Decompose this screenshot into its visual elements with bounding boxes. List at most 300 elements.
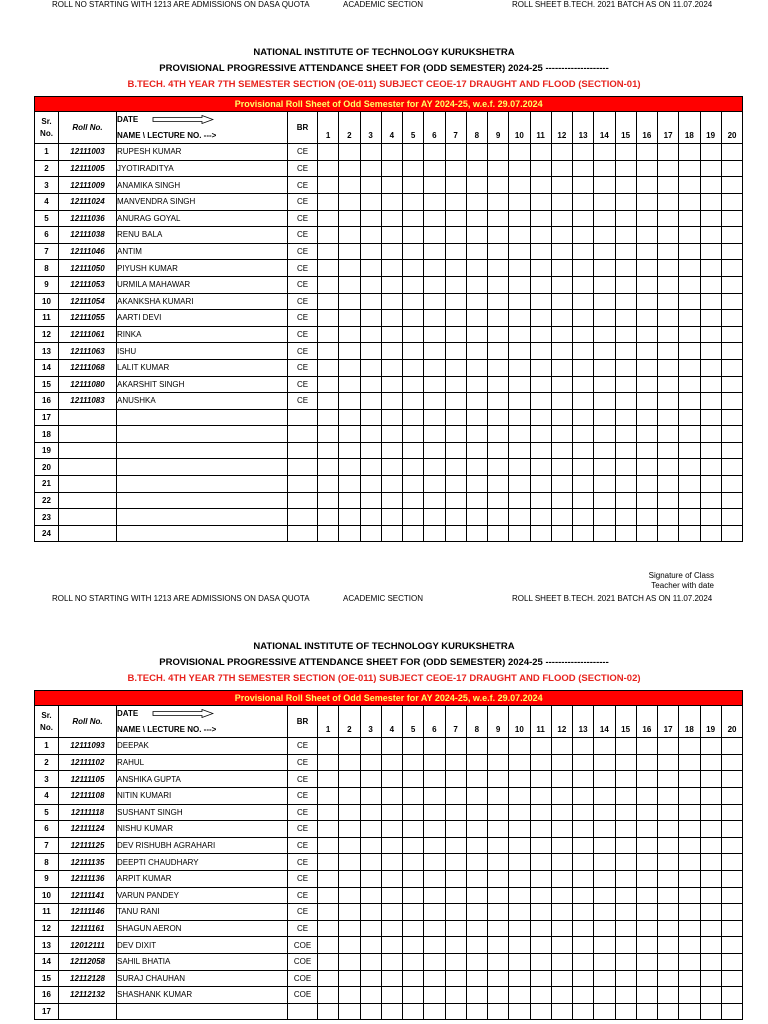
attendance-cell[interactable]	[721, 837, 743, 854]
attendance-cell[interactable]	[381, 426, 402, 443]
attendance-cell[interactable]	[594, 854, 615, 871]
attendance-cell[interactable]	[551, 343, 572, 360]
attendance-cell[interactable]	[445, 326, 466, 343]
attendance-cell[interactable]	[551, 326, 572, 343]
attendance-cell[interactable]	[636, 1003, 657, 1020]
attendance-cell[interactable]	[318, 160, 339, 177]
attendance-cell[interactable]	[700, 771, 721, 788]
attendance-cell[interactable]	[403, 771, 424, 788]
attendance-cell[interactable]	[700, 987, 721, 1004]
attendance-cell[interactable]	[445, 177, 466, 194]
attendance-cell[interactable]	[381, 1003, 402, 1020]
attendance-cell[interactable]	[700, 442, 721, 459]
attendance-cell[interactable]	[551, 442, 572, 459]
attendance-cell[interactable]	[445, 243, 466, 260]
attendance-cell[interactable]	[721, 459, 743, 476]
attendance-cell[interactable]	[360, 160, 381, 177]
attendance-cell[interactable]	[721, 310, 743, 327]
attendance-cell[interactable]	[339, 343, 360, 360]
attendance-cell[interactable]	[615, 343, 636, 360]
attendance-cell[interactable]	[700, 227, 721, 244]
attendance-cell[interactable]	[339, 376, 360, 393]
attendance-cell[interactable]	[615, 953, 636, 970]
attendance-cell[interactable]	[339, 144, 360, 161]
attendance-cell[interactable]	[594, 260, 615, 277]
attendance-cell[interactable]	[551, 970, 572, 987]
attendance-cell[interactable]	[488, 525, 509, 542]
attendance-cell[interactable]	[509, 870, 530, 887]
attendance-cell[interactable]	[403, 953, 424, 970]
attendance-cell[interactable]	[551, 937, 572, 954]
attendance-cell[interactable]	[658, 359, 679, 376]
attendance-cell[interactable]	[318, 376, 339, 393]
attendance-cell[interactable]	[573, 1003, 594, 1020]
attendance-cell[interactable]	[360, 193, 381, 210]
attendance-cell[interactable]	[424, 426, 445, 443]
attendance-cell[interactable]	[594, 459, 615, 476]
attendance-cell[interactable]	[679, 376, 700, 393]
attendance-cell[interactable]	[339, 738, 360, 755]
attendance-cell[interactable]	[530, 459, 551, 476]
attendance-cell[interactable]	[318, 804, 339, 821]
attendance-cell[interactable]	[360, 492, 381, 509]
attendance-cell[interactable]	[424, 970, 445, 987]
attendance-cell[interactable]	[658, 476, 679, 493]
attendance-cell[interactable]	[700, 260, 721, 277]
attendance-cell[interactable]	[445, 754, 466, 771]
attendance-cell[interactable]	[360, 177, 381, 194]
attendance-cell[interactable]	[700, 509, 721, 526]
date-cell[interactable]	[573, 112, 594, 128]
attendance-cell[interactable]	[679, 1003, 700, 1020]
attendance-cell[interactable]	[700, 243, 721, 260]
date-cell[interactable]	[551, 706, 572, 722]
attendance-cell[interactable]	[721, 326, 743, 343]
attendance-cell[interactable]	[551, 177, 572, 194]
attendance-cell[interactable]	[636, 492, 657, 509]
attendance-cell[interactable]	[488, 887, 509, 904]
attendance-cell[interactable]	[318, 210, 339, 227]
attendance-cell[interactable]	[381, 492, 402, 509]
attendance-cell[interactable]	[594, 293, 615, 310]
attendance-cell[interactable]	[509, 492, 530, 509]
attendance-cell[interactable]	[573, 887, 594, 904]
attendance-cell[interactable]	[551, 193, 572, 210]
attendance-cell[interactable]	[488, 837, 509, 854]
attendance-cell[interactable]	[381, 904, 402, 921]
attendance-cell[interactable]	[445, 476, 466, 493]
attendance-cell[interactable]	[381, 276, 402, 293]
attendance-cell[interactable]	[381, 459, 402, 476]
attendance-cell[interactable]	[615, 738, 636, 755]
attendance-cell[interactable]	[573, 492, 594, 509]
attendance-cell[interactable]	[424, 870, 445, 887]
date-cell[interactable]	[488, 112, 509, 128]
attendance-cell[interactable]	[403, 177, 424, 194]
attendance-cell[interactable]	[488, 409, 509, 426]
date-cell[interactable]	[339, 706, 360, 722]
attendance-cell[interactable]	[488, 276, 509, 293]
attendance-cell[interactable]	[658, 821, 679, 838]
attendance-cell[interactable]	[721, 492, 743, 509]
attendance-cell[interactable]	[445, 953, 466, 970]
attendance-cell[interactable]	[721, 920, 743, 937]
attendance-cell[interactable]	[636, 904, 657, 921]
attendance-cell[interactable]	[318, 509, 339, 526]
attendance-cell[interactable]	[594, 476, 615, 493]
attendance-cell[interactable]	[424, 509, 445, 526]
attendance-cell[interactable]	[679, 260, 700, 277]
attendance-cell[interactable]	[360, 525, 381, 542]
attendance-cell[interactable]	[509, 177, 530, 194]
date-cell[interactable]	[318, 706, 339, 722]
date-cell[interactable]	[360, 706, 381, 722]
date-cell[interactable]	[466, 112, 487, 128]
attendance-cell[interactable]	[636, 177, 657, 194]
attendance-cell[interactable]	[445, 509, 466, 526]
attendance-cell[interactable]	[509, 426, 530, 443]
attendance-cell[interactable]	[360, 144, 381, 161]
attendance-cell[interactable]	[403, 821, 424, 838]
attendance-cell[interactable]	[339, 227, 360, 244]
date-cell[interactable]	[424, 112, 445, 128]
attendance-cell[interactable]	[530, 376, 551, 393]
attendance-cell[interactable]	[509, 243, 530, 260]
date-cell[interactable]	[339, 112, 360, 128]
attendance-cell[interactable]	[615, 359, 636, 376]
attendance-cell[interactable]	[360, 476, 381, 493]
attendance-cell[interactable]	[318, 326, 339, 343]
attendance-cell[interactable]	[424, 260, 445, 277]
attendance-cell[interactable]	[318, 887, 339, 904]
attendance-cell[interactable]	[551, 771, 572, 788]
attendance-cell[interactable]	[339, 987, 360, 1004]
attendance-cell[interactable]	[573, 160, 594, 177]
attendance-cell[interactable]	[318, 937, 339, 954]
attendance-cell[interactable]	[573, 525, 594, 542]
attendance-cell[interactable]	[679, 326, 700, 343]
date-cell[interactable]	[679, 112, 700, 128]
attendance-cell[interactable]	[381, 920, 402, 937]
date-cell[interactable]	[658, 706, 679, 722]
attendance-cell[interactable]	[573, 837, 594, 854]
attendance-cell[interactable]	[573, 754, 594, 771]
attendance-cell[interactable]	[679, 243, 700, 260]
attendance-cell[interactable]	[573, 376, 594, 393]
attendance-cell[interactable]	[381, 937, 402, 954]
attendance-cell[interactable]	[573, 953, 594, 970]
attendance-cell[interactable]	[573, 293, 594, 310]
attendance-cell[interactable]	[636, 953, 657, 970]
attendance-cell[interactable]	[658, 144, 679, 161]
attendance-cell[interactable]	[551, 260, 572, 277]
date-cell[interactable]	[360, 112, 381, 128]
date-cell[interactable]	[679, 706, 700, 722]
attendance-cell[interactable]	[658, 193, 679, 210]
attendance-cell[interactable]	[594, 904, 615, 921]
attendance-cell[interactable]	[339, 937, 360, 954]
attendance-cell[interactable]	[509, 987, 530, 1004]
attendance-cell[interactable]	[615, 854, 636, 871]
attendance-cell[interactable]	[403, 243, 424, 260]
attendance-cell[interactable]	[509, 970, 530, 987]
attendance-cell[interactable]	[509, 376, 530, 393]
attendance-cell[interactable]	[721, 210, 743, 227]
attendance-cell[interactable]	[403, 293, 424, 310]
attendance-cell[interactable]	[721, 193, 743, 210]
attendance-cell[interactable]	[509, 343, 530, 360]
attendance-cell[interactable]	[594, 509, 615, 526]
attendance-cell[interactable]	[403, 920, 424, 937]
attendance-cell[interactable]	[551, 409, 572, 426]
attendance-cell[interactable]	[573, 804, 594, 821]
attendance-cell[interactable]	[466, 870, 487, 887]
attendance-cell[interactable]	[573, 310, 594, 327]
attendance-cell[interactable]	[339, 754, 360, 771]
attendance-cell[interactable]	[551, 144, 572, 161]
attendance-cell[interactable]	[700, 276, 721, 293]
attendance-cell[interactable]	[658, 970, 679, 987]
attendance-cell[interactable]	[318, 293, 339, 310]
attendance-cell[interactable]	[551, 870, 572, 887]
attendance-cell[interactable]	[551, 276, 572, 293]
attendance-cell[interactable]	[530, 293, 551, 310]
attendance-cell[interactable]	[658, 343, 679, 360]
date-cell[interactable]	[466, 706, 487, 722]
date-cell[interactable]	[509, 706, 530, 722]
attendance-cell[interactable]	[551, 854, 572, 871]
attendance-cell[interactable]	[445, 160, 466, 177]
attendance-cell[interactable]	[573, 920, 594, 937]
attendance-cell[interactable]	[679, 525, 700, 542]
attendance-cell[interactable]	[615, 409, 636, 426]
attendance-cell[interactable]	[679, 359, 700, 376]
attendance-cell[interactable]	[721, 359, 743, 376]
attendance-cell[interactable]	[594, 787, 615, 804]
attendance-cell[interactable]	[721, 854, 743, 871]
attendance-cell[interactable]	[488, 310, 509, 327]
attendance-cell[interactable]	[381, 210, 402, 227]
attendance-cell[interactable]	[679, 821, 700, 838]
attendance-cell[interactable]	[339, 409, 360, 426]
attendance-cell[interactable]	[573, 177, 594, 194]
attendance-cell[interactable]	[445, 293, 466, 310]
attendance-cell[interactable]	[721, 509, 743, 526]
attendance-cell[interactable]	[679, 771, 700, 788]
attendance-cell[interactable]	[381, 771, 402, 788]
attendance-cell[interactable]	[573, 144, 594, 161]
attendance-cell[interactable]	[339, 359, 360, 376]
attendance-cell[interactable]	[636, 293, 657, 310]
attendance-cell[interactable]	[466, 887, 487, 904]
attendance-cell[interactable]	[318, 426, 339, 443]
attendance-cell[interactable]	[424, 937, 445, 954]
attendance-cell[interactable]	[636, 920, 657, 937]
attendance-cell[interactable]	[551, 243, 572, 260]
attendance-cell[interactable]	[551, 359, 572, 376]
attendance-cell[interactable]	[339, 193, 360, 210]
attendance-cell[interactable]	[679, 920, 700, 937]
attendance-cell[interactable]	[318, 738, 339, 755]
attendance-cell[interactable]	[360, 987, 381, 1004]
attendance-cell[interactable]	[381, 804, 402, 821]
attendance-cell[interactable]	[403, 1003, 424, 1020]
attendance-cell[interactable]	[615, 1003, 636, 1020]
attendance-cell[interactable]	[403, 310, 424, 327]
attendance-cell[interactable]	[509, 887, 530, 904]
attendance-cell[interactable]	[573, 787, 594, 804]
attendance-cell[interactable]	[551, 787, 572, 804]
attendance-cell[interactable]	[466, 326, 487, 343]
attendance-cell[interactable]	[509, 953, 530, 970]
attendance-cell[interactable]	[679, 953, 700, 970]
attendance-cell[interactable]	[700, 953, 721, 970]
attendance-cell[interactable]	[658, 243, 679, 260]
attendance-cell[interactable]	[721, 987, 743, 1004]
attendance-cell[interactable]	[509, 409, 530, 426]
attendance-cell[interactable]	[721, 970, 743, 987]
attendance-cell[interactable]	[318, 393, 339, 410]
attendance-cell[interactable]	[445, 904, 466, 921]
attendance-cell[interactable]	[318, 343, 339, 360]
attendance-cell[interactable]	[615, 920, 636, 937]
attendance-cell[interactable]	[679, 854, 700, 871]
attendance-cell[interactable]	[403, 260, 424, 277]
attendance-cell[interactable]	[679, 177, 700, 194]
attendance-cell[interactable]	[636, 310, 657, 327]
attendance-cell[interactable]	[424, 160, 445, 177]
attendance-cell[interactable]	[594, 177, 615, 194]
date-cell[interactable]	[658, 112, 679, 128]
attendance-cell[interactable]	[488, 426, 509, 443]
attendance-cell[interactable]	[339, 904, 360, 921]
attendance-cell[interactable]	[509, 804, 530, 821]
attendance-cell[interactable]	[658, 160, 679, 177]
attendance-cell[interactable]	[636, 260, 657, 277]
attendance-cell[interactable]	[466, 177, 487, 194]
attendance-cell[interactable]	[466, 409, 487, 426]
attendance-cell[interactable]	[573, 409, 594, 426]
attendance-cell[interactable]	[360, 310, 381, 327]
attendance-cell[interactable]	[445, 821, 466, 838]
date-cell[interactable]	[488, 706, 509, 722]
attendance-cell[interactable]	[700, 310, 721, 327]
attendance-cell[interactable]	[636, 160, 657, 177]
attendance-cell[interactable]	[318, 243, 339, 260]
attendance-cell[interactable]	[594, 837, 615, 854]
attendance-cell[interactable]	[360, 409, 381, 426]
attendance-cell[interactable]	[445, 359, 466, 376]
attendance-cell[interactable]	[636, 393, 657, 410]
attendance-cell[interactable]	[403, 227, 424, 244]
attendance-cell[interactable]	[551, 821, 572, 838]
attendance-cell[interactable]	[679, 804, 700, 821]
attendance-cell[interactable]	[318, 359, 339, 376]
attendance-cell[interactable]	[594, 887, 615, 904]
attendance-cell[interactable]	[615, 492, 636, 509]
attendance-cell[interactable]	[721, 160, 743, 177]
attendance-cell[interactable]	[658, 393, 679, 410]
attendance-cell[interactable]	[339, 177, 360, 194]
attendance-cell[interactable]	[530, 492, 551, 509]
attendance-cell[interactable]	[488, 227, 509, 244]
attendance-cell[interactable]	[551, 953, 572, 970]
attendance-cell[interactable]	[318, 1003, 339, 1020]
attendance-cell[interactable]	[530, 1003, 551, 1020]
attendance-cell[interactable]	[721, 787, 743, 804]
attendance-cell[interactable]	[573, 227, 594, 244]
attendance-cell[interactable]	[381, 787, 402, 804]
attendance-cell[interactable]	[403, 210, 424, 227]
attendance-cell[interactable]	[721, 738, 743, 755]
attendance-cell[interactable]	[424, 987, 445, 1004]
attendance-cell[interactable]	[700, 393, 721, 410]
attendance-cell[interactable]	[700, 210, 721, 227]
attendance-cell[interactable]	[339, 854, 360, 871]
attendance-cell[interactable]	[339, 771, 360, 788]
attendance-cell[interactable]	[679, 837, 700, 854]
attendance-cell[interactable]	[615, 837, 636, 854]
attendance-cell[interactable]	[530, 276, 551, 293]
attendance-cell[interactable]	[488, 854, 509, 871]
attendance-cell[interactable]	[658, 260, 679, 277]
attendance-cell[interactable]	[360, 953, 381, 970]
attendance-cell[interactable]	[466, 987, 487, 1004]
attendance-cell[interactable]	[445, 937, 466, 954]
attendance-cell[interactable]	[679, 476, 700, 493]
attendance-cell[interactable]	[403, 887, 424, 904]
attendance-cell[interactable]	[381, 293, 402, 310]
attendance-cell[interactable]	[721, 276, 743, 293]
attendance-cell[interactable]	[700, 160, 721, 177]
attendance-cell[interactable]	[339, 160, 360, 177]
attendance-cell[interactable]	[700, 492, 721, 509]
attendance-cell[interactable]	[403, 787, 424, 804]
attendance-cell[interactable]	[530, 359, 551, 376]
attendance-cell[interactable]	[615, 987, 636, 1004]
date-cell[interactable]	[445, 706, 466, 722]
attendance-cell[interactable]	[615, 376, 636, 393]
attendance-cell[interactable]	[466, 359, 487, 376]
attendance-cell[interactable]	[381, 393, 402, 410]
attendance-cell[interactable]	[318, 771, 339, 788]
attendance-cell[interactable]	[679, 870, 700, 887]
attendance-cell[interactable]	[679, 276, 700, 293]
attendance-cell[interactable]	[424, 293, 445, 310]
attendance-cell[interactable]	[615, 525, 636, 542]
attendance-cell[interactable]	[530, 854, 551, 871]
attendance-cell[interactable]	[360, 227, 381, 244]
attendance-cell[interactable]	[424, 276, 445, 293]
attendance-cell[interactable]	[488, 393, 509, 410]
attendance-cell[interactable]	[700, 293, 721, 310]
attendance-cell[interactable]	[318, 920, 339, 937]
attendance-cell[interactable]	[530, 243, 551, 260]
attendance-cell[interactable]	[424, 144, 445, 161]
attendance-cell[interactable]	[445, 771, 466, 788]
attendance-cell[interactable]	[424, 887, 445, 904]
attendance-cell[interactable]	[700, 970, 721, 987]
attendance-cell[interactable]	[360, 1003, 381, 1020]
attendance-cell[interactable]	[530, 426, 551, 443]
attendance-cell[interactable]	[594, 243, 615, 260]
attendance-cell[interactable]	[658, 1003, 679, 1020]
attendance-cell[interactable]	[679, 393, 700, 410]
attendance-cell[interactable]	[403, 326, 424, 343]
attendance-cell[interactable]	[488, 904, 509, 921]
attendance-cell[interactable]	[594, 804, 615, 821]
attendance-cell[interactable]	[721, 525, 743, 542]
